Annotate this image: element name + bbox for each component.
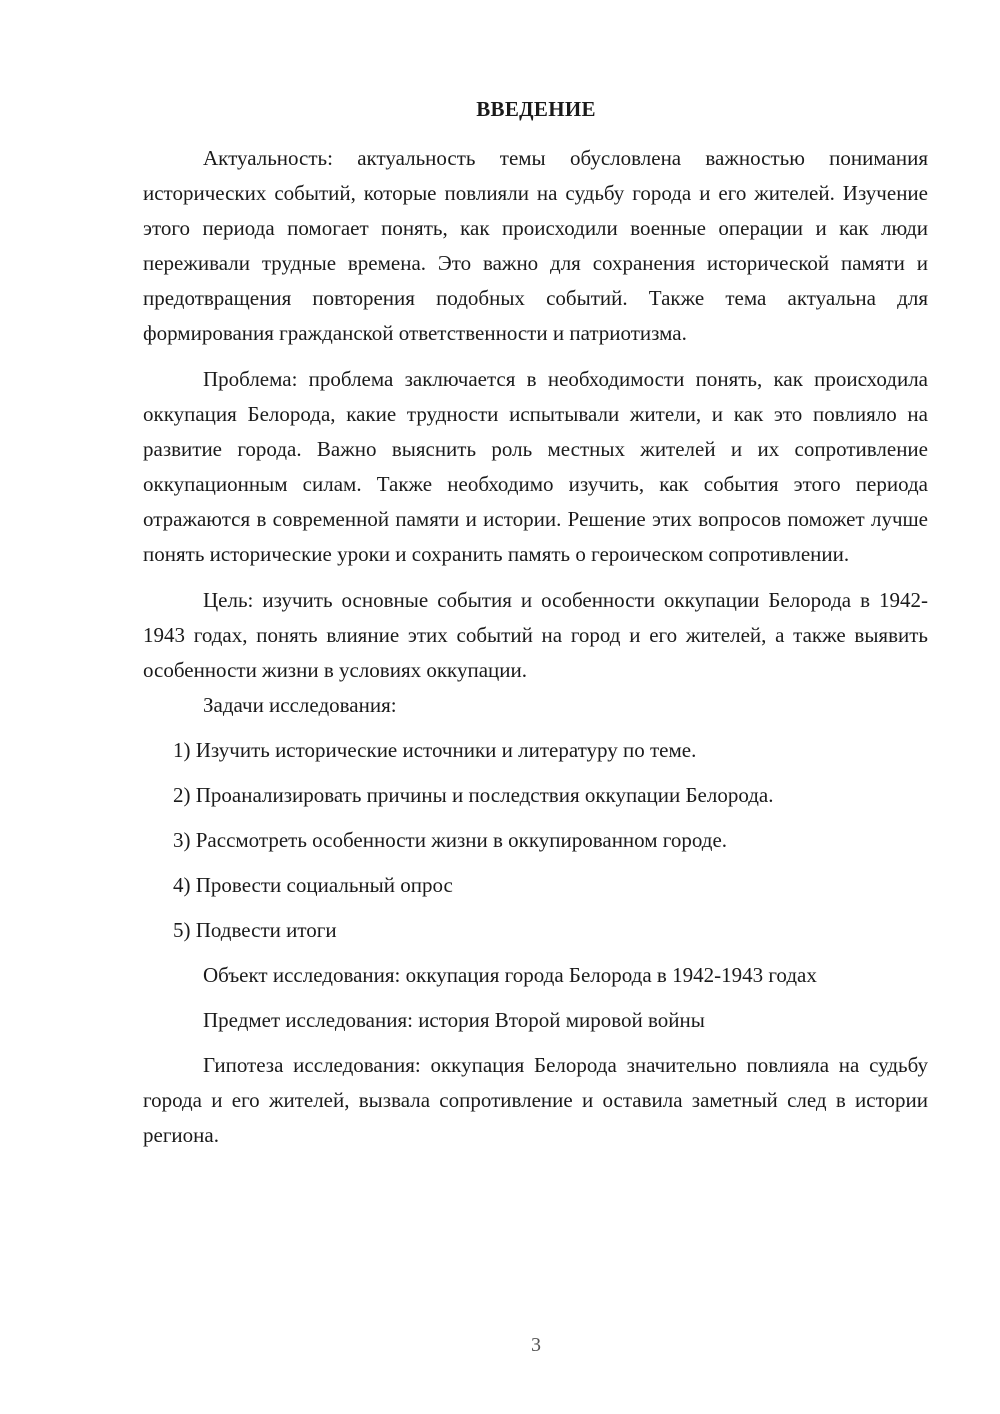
task-item-4: 4) Провести социальный опрос [173,873,453,897]
subject-paragraph: Предмет исследования: история Второй мировой войны [203,1008,705,1032]
task-item-1: 1) Изучить исторические источники и литературу по теме. [173,738,697,762]
object-paragraph: Объект исследования: оккупация города Белорода в 1942-1943 годах [203,963,817,987]
task-item-5: 5) Подвести итоги [173,918,337,942]
task-item-2: 2) Проанализировать причины и последствия оккупации Белорода. [173,783,774,807]
tasks-heading: Задачи исследования: [203,693,397,717]
document-title: ВВЕДЕНИЕ [476,97,596,121]
page-number: 3 [531,1334,541,1356]
task-item-3: 3) Рассмотреть особенности жизни в оккупированном городе. [173,828,728,852]
problem-paragraph: Проблема: проблема заключается в необходимости понять, как происходила оккупация Белорода, какие трудности испытывали жители, и как это повлияло на развитие города. Важно выяснить роль местных жителей и их сопротивление оккупационным силам. Также необходимо изучить, как события этого периода отражаются в современной памяти и истории. Решение этих вопросов поможет лучше понять исторические уроки и сохранить память о героическом сопротивлении. [143,367,928,566]
document-body [143,141,928,1153]
hypothesis-paragraph: Гипотеза исследования: оккупация Белорода значительно повлияла на судьбу города и его жителей, вызвала сопротивление и оставила заметный след в истории региона. [143,1053,928,1147]
relevance-paragraph: Актуальность: актуальность темы обусловлена важностью понимания исторических событий, которые повлияли на судьбу города и его жителей. Изучение этого периода помогает понять, как происходили военные операции и как люди переживали трудные времена. Это важно для сохранения исторической памяти и предотвращения повторения подобных событий. Также тема актуальна для формирования гражданской ответственности и патриотизма. [143,146,928,345]
goal-paragraph: Цель: изучить основные события и особенности оккупации Белорода в 1942-1943 годах, понять влияние этих событий на город и его жителей, а также выявить особенности жизни в условиях оккупации. [143,588,928,682]
